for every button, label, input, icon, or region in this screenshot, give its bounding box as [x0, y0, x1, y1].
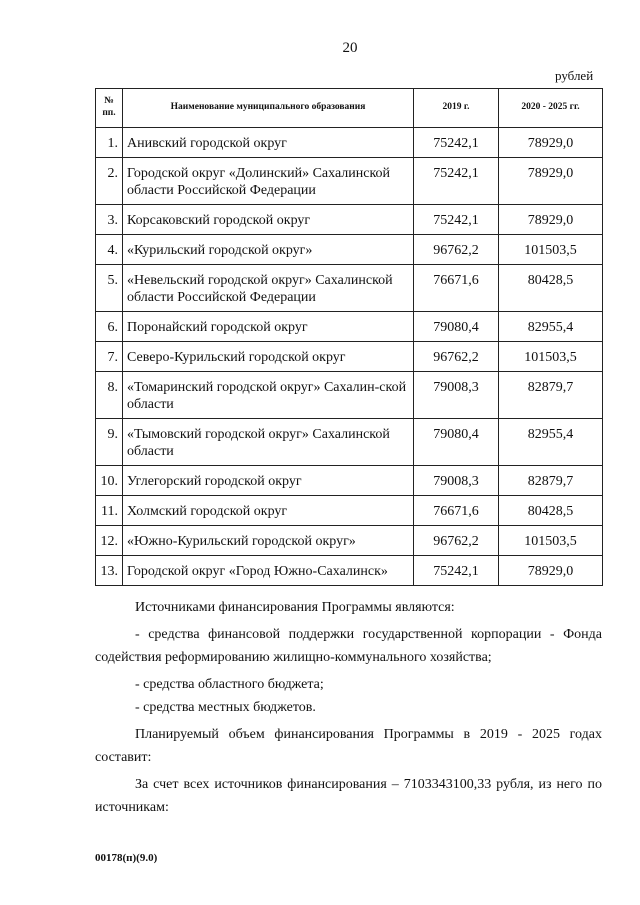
row-value-2019: 96762,2: [414, 342, 499, 372]
row-number: 3.: [96, 205, 123, 235]
paragraph-total-funding: За счет всех источников финансирования – 7103343100,33 рубля, из него по источникам:: [95, 777, 602, 815]
row-number: 7.: [96, 342, 123, 372]
table-body: [96, 128, 603, 586]
table-row: [96, 312, 603, 342]
row-municipality-name: Городской округ «Долинский» Сахалинской области Российской Федерации: [123, 158, 414, 205]
table-row: [96, 235, 603, 265]
row-number: 4.: [96, 235, 123, 265]
row-value-2019: 76671,6: [414, 496, 499, 526]
header-2020-2025: 2020 - 2025 гг.: [499, 89, 603, 128]
row-municipality-name: Корсаковский городской округ: [123, 205, 414, 235]
row-value-2020-2025: 82879,7: [499, 372, 603, 419]
paragraph-planned-volume: Планируемый объем финансирования Программы в 2019 - 2025 годах составит:: [95, 727, 602, 765]
row-value-2019: 96762,2: [414, 235, 499, 265]
row-municipality-name: Углегорский городской округ: [123, 466, 414, 496]
document-code: 00178(п)(9.0): [95, 852, 158, 864]
table-row: [96, 265, 603, 312]
row-municipality-name: Городской округ «Город Южно-Сахалинск»: [123, 556, 414, 586]
row-number: 6.: [96, 312, 123, 342]
paragraph-local-budgets: - средства местных бюджетов.: [135, 700, 316, 715]
row-value-2019: 79080,4: [414, 419, 499, 466]
table-row: [96, 466, 603, 496]
row-municipality-name: «Невельский городской округ» Сахалинской области Российской Федерации: [123, 265, 414, 312]
row-number: 13.: [96, 556, 123, 586]
row-municipality-name: Северо-Курильский городской округ: [123, 342, 414, 372]
header-2019: 2019 г.: [414, 89, 499, 128]
row-municipality-name: Холмский городской округ: [123, 496, 414, 526]
table-row: [96, 496, 603, 526]
paragraph-fund-support: - средства финансовой поддержки государственной корпорации - Фонда содействия реформированию жилищно-коммунального хозяйства;: [95, 627, 602, 665]
header-name: Наименование муниципального образования: [123, 89, 414, 128]
paragraph-sources-intro: Источниками финансирования Программы являются:: [135, 600, 455, 615]
header-num: № пп.: [96, 89, 123, 128]
table-row: [96, 128, 603, 158]
row-value-2019: 79080,4: [414, 312, 499, 342]
row-value-2019: 75242,1: [414, 128, 499, 158]
table-row: [96, 419, 603, 466]
row-value-2020-2025: 82879,7: [499, 466, 603, 496]
municipalities-table: [95, 88, 603, 586]
row-number: 1.: [96, 128, 123, 158]
table-header-row: [96, 89, 603, 128]
table-row: [96, 526, 603, 556]
row-number: 10.: [96, 466, 123, 496]
row-municipality-name: Анивский городской округ: [123, 128, 414, 158]
row-value-2020-2025: 78929,0: [499, 128, 603, 158]
row-value-2020-2025: 80428,5: [499, 496, 603, 526]
page-number: 20: [342, 40, 358, 56]
table-row: [96, 556, 603, 586]
row-value-2020-2025: 78929,0: [499, 205, 603, 235]
row-municipality-name: «Южно-Курильский городской округ»: [123, 526, 414, 556]
currency-note: рублей: [555, 68, 594, 83]
row-value-2019: 79008,3: [414, 372, 499, 419]
row-value-2020-2025: 78929,0: [499, 158, 603, 205]
row-value-2019: 75242,1: [414, 158, 499, 205]
row-value-2020-2025: 101503,5: [499, 235, 603, 265]
row-number: 9.: [96, 419, 123, 466]
row-value-2020-2025: 82955,4: [499, 312, 603, 342]
row-value-2019: 75242,1: [414, 205, 499, 235]
row-value-2019: 76671,6: [414, 265, 499, 312]
row-number: 8.: [96, 372, 123, 419]
row-municipality-name: «Курильский городской округ»: [123, 235, 414, 265]
row-number: 11.: [96, 496, 123, 526]
row-number: 12.: [96, 526, 123, 556]
row-value-2019: 75242,1: [414, 556, 499, 586]
row-municipality-name: Поронайский городской округ: [123, 312, 414, 342]
row-value-2019: 79008,3: [414, 466, 499, 496]
row-value-2020-2025: 78929,0: [499, 556, 603, 586]
row-number: 2.: [96, 158, 123, 205]
row-municipality-name: «Тымовский городской округ» Сахалинской области: [123, 419, 414, 466]
table-row: [96, 342, 603, 372]
row-value-2019: 96762,2: [414, 526, 499, 556]
row-municipality-name: «Томаринский городской округ» Сахалин-ской области: [123, 372, 414, 419]
row-value-2020-2025: 80428,5: [499, 265, 603, 312]
table-row: [96, 205, 603, 235]
table-row: [96, 158, 603, 205]
row-value-2020-2025: 101503,5: [499, 526, 603, 556]
row-number: 5.: [96, 265, 123, 312]
row-value-2020-2025: 82955,4: [499, 419, 603, 466]
paragraph-regional-budget: - средства областного бюджета;: [135, 677, 324, 692]
table-row: [96, 372, 603, 419]
row-value-2020-2025: 101503,5: [499, 342, 603, 372]
